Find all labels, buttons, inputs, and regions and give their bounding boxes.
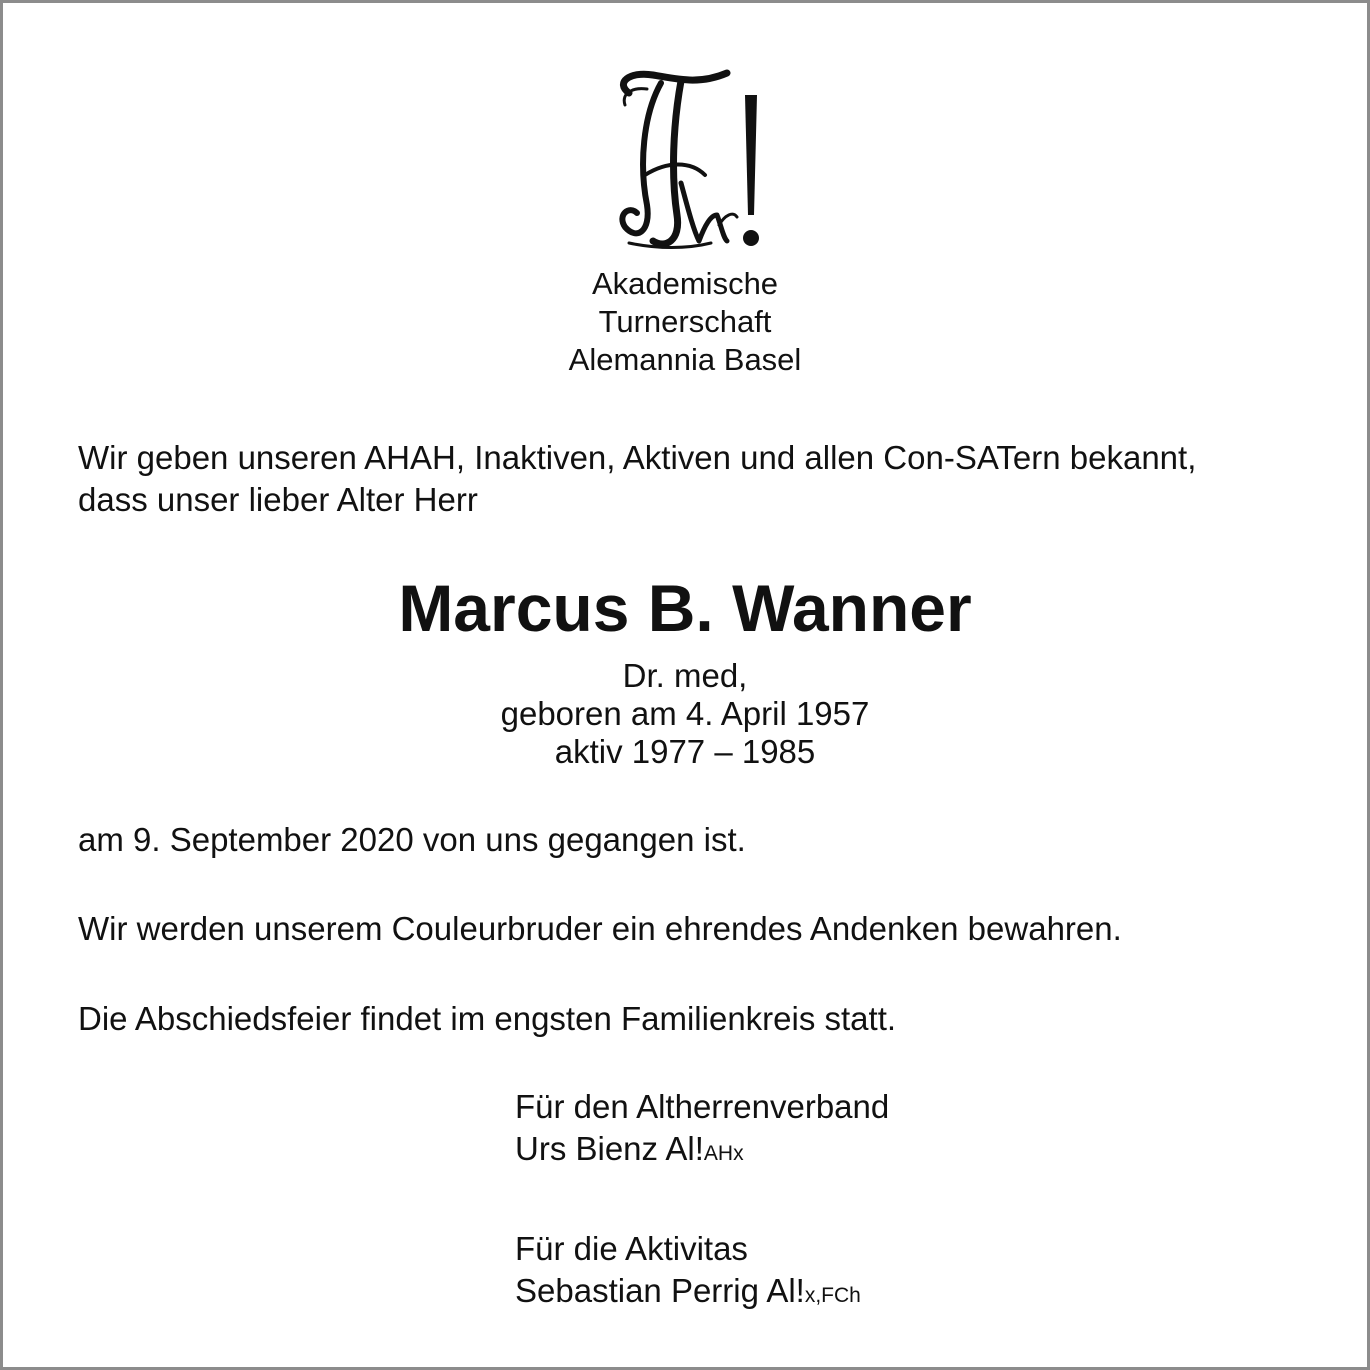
birth-date: geboren am 4. April 1957 xyxy=(500,695,870,732)
signature-suffix: AHx xyxy=(703,1142,744,1165)
remembrance-text: Wir werden unserem Couleurbruder ein ehrendes Andenken bewahren. xyxy=(78,910,1122,947)
signature-role: Für die Aktivitas xyxy=(515,1230,748,1267)
signature-role: Für den Altherrenverband xyxy=(515,1088,890,1125)
signature-name: Urs Bienz Al! xyxy=(515,1130,704,1167)
death-notice: am 9. September 2020 von uns gegangen ist. xyxy=(78,821,746,858)
signature-name: Sebastian Perrig Al! xyxy=(515,1272,805,1309)
signature-name-line xyxy=(515,1128,889,1175)
organization-line: Turnerschaft xyxy=(598,304,772,339)
deceased-details xyxy=(3,657,1367,771)
monogram-logo xyxy=(607,65,763,255)
ceremony-text: Die Abschiedsfeier findet im engsten Familienkreis statt. xyxy=(78,1000,897,1037)
signature-name-line xyxy=(515,1270,861,1317)
signature-alumni xyxy=(515,1086,889,1175)
intro-text xyxy=(78,437,1318,521)
active-years: aktiv 1977 – 1985 xyxy=(554,733,816,770)
intro-line-1: Wir geben unseren AHAH, Inaktiven, Aktiven und allen Con-SATern bekannt, xyxy=(78,439,1197,476)
signature-active xyxy=(515,1228,861,1317)
deceased-title: Dr. med, xyxy=(622,657,748,694)
deceased-name: Marcus B. Wanner xyxy=(398,571,972,645)
organization-line: Akademische xyxy=(591,266,779,301)
intro-line-2: dass unser lieber Alter Herr xyxy=(78,481,478,518)
signature-suffix: x,FCh xyxy=(804,1284,861,1307)
organization-line: Alemannia Basel xyxy=(568,342,802,377)
organization-name xyxy=(3,265,1367,379)
